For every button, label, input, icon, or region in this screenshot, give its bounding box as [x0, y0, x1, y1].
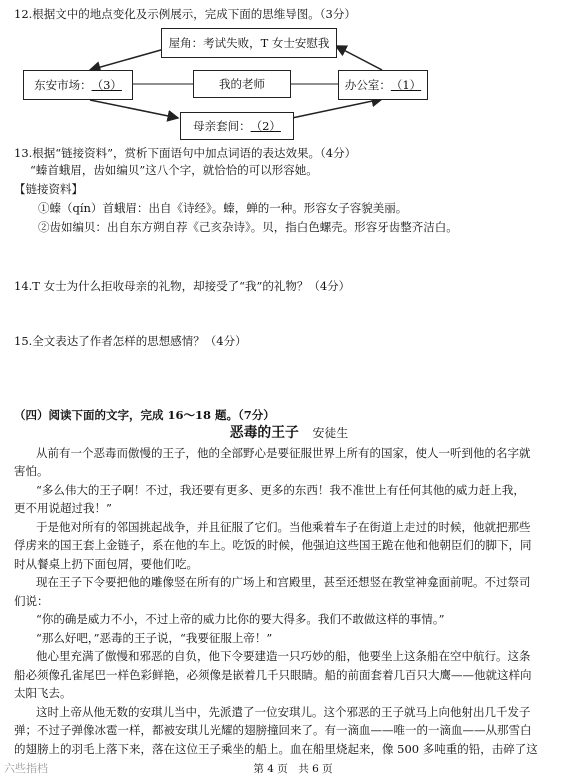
- q12-stem: 12.根据文中的地点变化及示例展示，完成下面的思维导图。（3分）: [14, 7, 356, 21]
- right-box-label: 办公室：: [344, 78, 391, 92]
- q14-stem: 14.T 女士为什么拒收母亲的礼物，却接受了“我”的礼物？（4分）: [14, 279, 351, 293]
- passage-line: 更不用说超过我！”: [14, 501, 112, 515]
- page-footer: 第 4 页 共 6 页: [253, 763, 333, 775]
- mind-map-top-box: 屋角：考试失败，T 女士安慰我: [161, 28, 337, 58]
- section-4-header: （四）阅读下面的文字，完成 16～18 题。（7分）: [14, 408, 275, 422]
- q15-stem: 15.全文表达了作者怎样的思想感情？（4分）: [14, 334, 247, 348]
- bottom-box-blank: （2）: [250, 119, 281, 133]
- passage-line: 时从餐桌上扔下面包屑，要他们吃。: [14, 557, 198, 571]
- passage-line: 弹；不过子弹像冰雹一样，都被安琪儿光耀的翅膀撞回来了。有一滴血——唯一的一滴血——从那雪白: [14, 723, 532, 737]
- q13-quote: “螓首蛾眉，齿如编贝”这八个字，就恰恰的可以形容她。: [30, 163, 318, 177]
- mind-map-center-box: 我的老师: [193, 70, 291, 98]
- arrow-left-to-bottom: [90, 100, 178, 118]
- passage-line: 现在王子下令要把他的雕像竖在所有的广场上和宫殿里，甚至还想竖在教堂神龛面前呢。不过祭司: [36, 575, 531, 589]
- watermark-logo: 六些指档: [4, 762, 48, 775]
- passage-line: 他心里充满了傲慢和邪恶的自负，他下令要建造一只巧妙的船，他要坐上这条船在空中航行。这条: [36, 649, 531, 663]
- left-box-label: 东安市场：: [34, 78, 92, 92]
- q13-item-2: ②齿如编贝：出自东方朔自荐《己亥杂诗》。贝，指白色螺壳。形容牙齿整齐洁白。: [38, 220, 458, 234]
- arrow-bottom-to-right: [292, 99, 382, 118]
- right-box-blank: （1）: [390, 78, 422, 92]
- passage-line: 俘虏来的国王套上金链子，系在他的车上。吃饭的时候，他强迫这些国王跪在他和他朝臣们的脚下，同: [14, 538, 532, 552]
- q13-link-header: 【链接资料】: [14, 182, 83, 196]
- passage-line: 太阳飞去。: [14, 686, 72, 700]
- passage-author: 安徒生: [312, 426, 349, 440]
- passage-line: 们说：: [14, 594, 49, 608]
- mind-map-bottom-box: [180, 112, 294, 140]
- mind-map-left-box: [23, 70, 133, 100]
- mind-map-right-box: [338, 70, 428, 100]
- left-box-blank: （3）: [91, 78, 122, 92]
- passage-line: “多么伟大的王子啊！不过，我还要有更多、更多的东西！我不准世上有任何其他的威力赶上我，: [36, 483, 525, 497]
- bottom-box-label: 母亲套间：: [193, 119, 251, 133]
- passage-line: “那么好吧，”恶毒的王子说，“我要征服上帝！”: [36, 631, 273, 645]
- passage-line: “你的确是威力不小，不过上帝的威力比你的要大得多。我们不敢做这样的事情。”: [36, 612, 445, 626]
- passage-title: 恶毒的王子: [229, 425, 299, 441]
- q13-item-1: ①螓（qín）首蛾眉：出自《诗经》。螓，蝉的一种。形容女子容貌美丽。: [38, 201, 408, 215]
- passage-line: 船必须像孔雀尾巴一样色彩鲜艳，必须像是嵌着几千只眼睛。船的前面套着几百只大鹰——他就这样向: [14, 668, 532, 682]
- passage-heading: [0, 424, 578, 442]
- passage-line: 这时上帝从他无数的安琪儿当中，先派遣了一位安琪儿。这个邪恶的王子就马上向他射出几千发子: [36, 705, 531, 719]
- q13-stem: 13.根据“链接资料”，赏析下面语句中加点词语的表达效果。（4分）: [14, 146, 357, 160]
- passage-line: 害怕。: [14, 464, 49, 478]
- passage-line: 于是他对所有的邻国挑起战争，并且征服了它们。当他乘着车子在街道上走过的时候，他就把那些: [36, 520, 531, 534]
- passage-line: 从前有一个恶毒而傲慢的王子，他的全部野心是要征服世界上所有的国家，使人一听到他的名字就: [36, 446, 531, 460]
- arrow-right-to-top: [336, 46, 382, 70]
- passage-line: 的翅膀上的羽毛上落下来，落在这位王子乘坐的船上。血在船里烧起来，像 500 多吨重的铅，击碎了这: [14, 742, 538, 756]
